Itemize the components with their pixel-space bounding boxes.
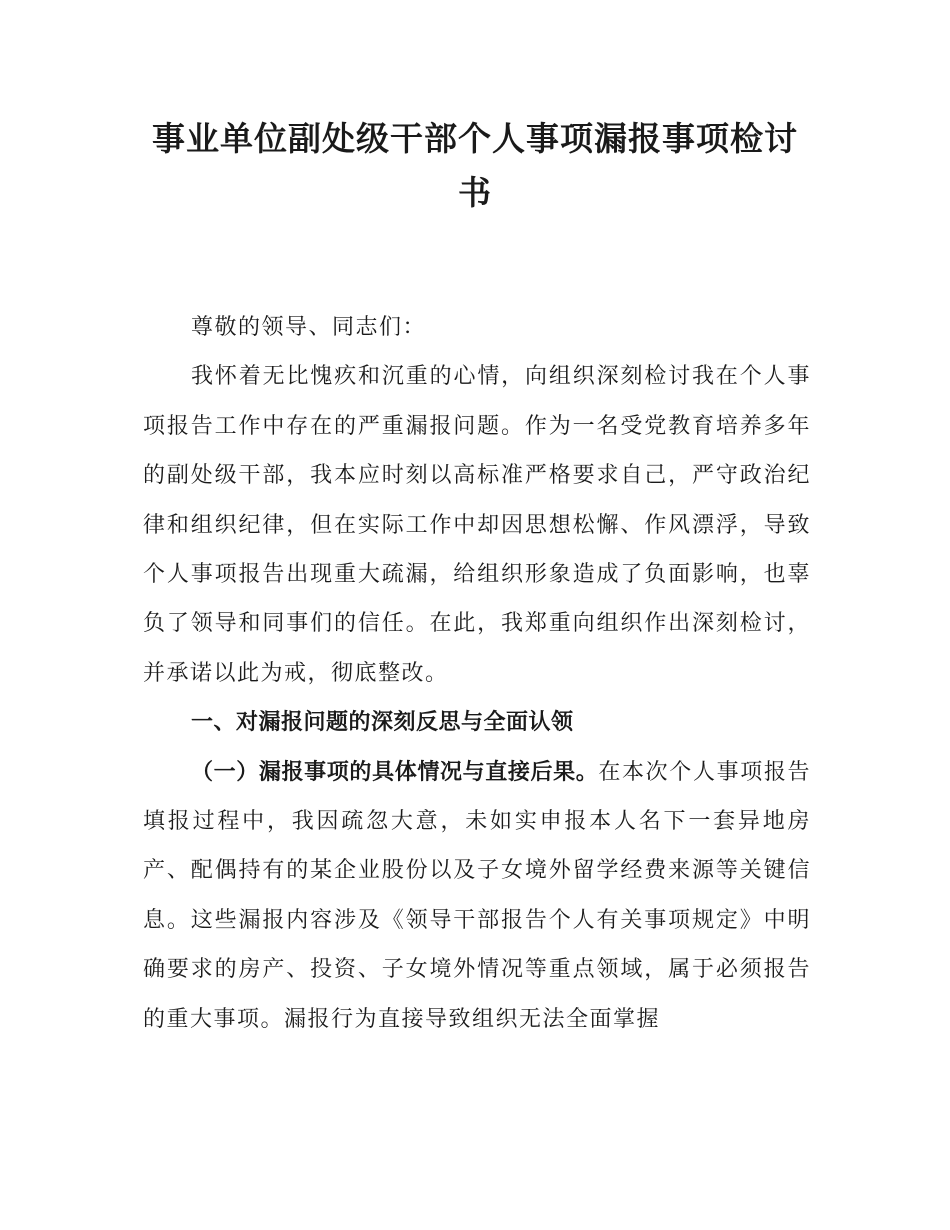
subsection-text: 在本次个人事项报告填报过程中，我因疏忽大意，未如实申报本人名下一套异地房产、配偶持有的某企业股份以及子女境外留学经费来源等关键信息。这些漏报内容涉及《领导干部报告个人有关事项规定》中明确要求的房产、投资、子女境外情况等重点领域，属于必须报告的重大事项。漏报行为直接导致组织无法全面掌握	[143, 759, 811, 1032]
greeting-paragraph: 尊敬的领导、同志们：	[191, 315, 427, 340]
intro-paragraph: 我怀着无比愧疚和沉重的心情，向组织深刻检讨我在个人事项报告工作中存在的严重漏报问题。作为一名受党教育培养多年的副处级干部，我本应时刻以高标准严格要求自己，严守政治纪律和组织纪律，但在实际工作中却因思想松懈、作风漂浮，导致个人事项报告出现重大疏漏，给组织形象造成了负面影响，也辜负了领导和同事们的信任。在此，我郑重向组织作出深刻检讨，并承诺以此为戒，彻底整改。	[143, 364, 811, 686]
section-heading: 一、对漏报问题的深刻反思与全面认领	[191, 710, 574, 736]
subsection-title: （一）漏报事项的具体情况与直接后果。	[191, 759, 599, 785]
document-body	[143, 303, 811, 1044]
subsection-paragraph	[143, 748, 811, 1044]
document-title: 事业单位副处级干部个人事项漏报事项检讨书	[152, 119, 798, 212]
